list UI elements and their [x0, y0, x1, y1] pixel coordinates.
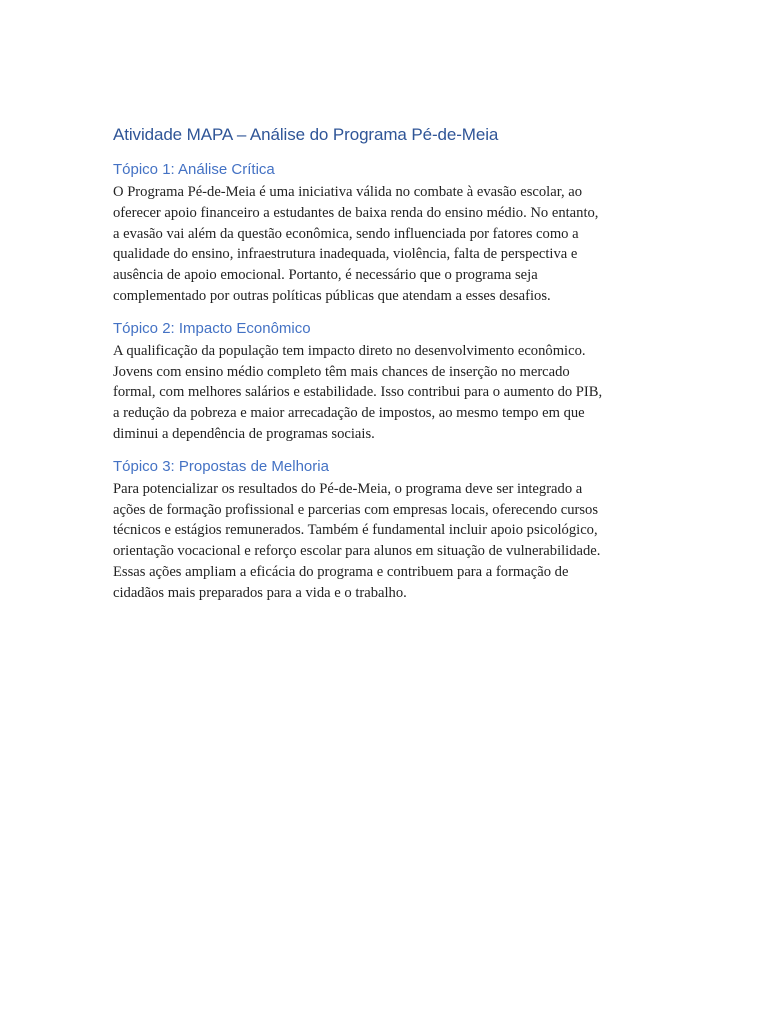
section-topico-2 [113, 318, 653, 445]
section-paragraph: A qualificação da população tem impacto direto no desenvolvimento econômico. Jovens com ensino médio completo têm mais chances de inserção no mercado formal, com melhores salários e estabilidade. Isso contribui para o aumento do PIB, a redução da pobreza e maior arrecadação de impostos, ao mesmo tempo em que diminui a dependência de programas sociais. [113, 342, 603, 442]
document-content [113, 123, 653, 615]
section-heading: Tópico 3: Propostas de Melhoria [113, 457, 329, 475]
document-title: Atividade MAPA – Análise do Programa Pé-de-Meia [113, 125, 499, 144]
section-paragraph: Para potencializar os resultados do Pé-de-Meia, o programa deve ser integrado a ações de formação profissional e parcerias com empresas locais, oferecendo cursos técnicos e estágios remunerados. Também é fundamental incluir apoio psicológico, orientação vocacional e reforço escolar para alunos em situação de vulnerabilidade. Essas ações ampliam a eficácia do programa e contribuem para a formação de cidadãos mais preparados para a vida e o trabalho. [113, 480, 601, 601]
section-topico-3 [113, 456, 653, 604]
section-paragraph: O Programa Pé-de-Meia é uma iniciativa válida no combate à evasão escolar, ao oferecer apoio financeiro a estudantes de baixa renda do ensino médio. No entanto, a evasão vai além da questão econômica, sendo influenciada por fatores como a qualidade do ensino, infraestrutura inadequada, violência, falta de perspectiva e ausência de apoio emocional. Portanto, é necessário que o programa seja complementado por outras políticas públicas que atendam a esses desafios. [113, 184, 599, 304]
section-heading: Tópico 1: Análise Crítica [113, 161, 275, 178]
section-heading: Tópico 2: Impacto Econômico [113, 319, 311, 337]
section-topico-1 [113, 159, 653, 307]
